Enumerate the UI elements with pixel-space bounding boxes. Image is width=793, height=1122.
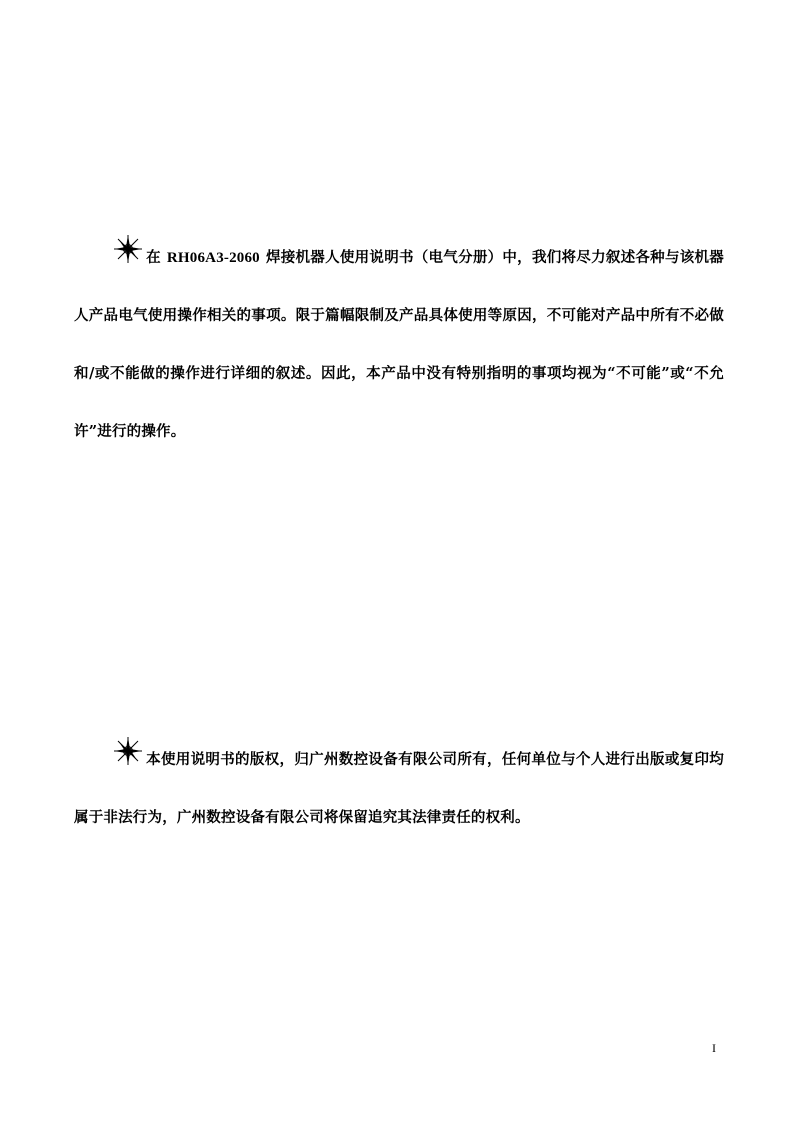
copyright-text: 本使用说明书的版权，归广州数控设备有限公司所有，任何单位与个人进行出版或复印均属于非法行为，广州数控设备有限公司将保留追究其法律责任的权利。 bbox=[74, 751, 724, 826]
page-number: I bbox=[712, 1041, 716, 1055]
compass-star-icon bbox=[112, 234, 144, 264]
copyright-paragraph bbox=[74, 731, 724, 847]
model-number: RH06A3-2060 bbox=[166, 250, 260, 266]
notice-prefix: 在 bbox=[146, 249, 161, 266]
notice-body: 焊接机器人使用说明书（电气分册）中，我们将尽力叙述各种与该机器人产品电气使用操作相关的事项。限于篇幅限制及产品具体使用等原因，不可能对产品中所有不必做和/或不能做的操作进行详细的叙述。因此，本产品中没有特别指明的事项均视为“不可能”或“不允许”进行的操作。 bbox=[74, 249, 724, 440]
compass-star-icon bbox=[112, 736, 144, 766]
notice-paragraph bbox=[74, 229, 724, 461]
